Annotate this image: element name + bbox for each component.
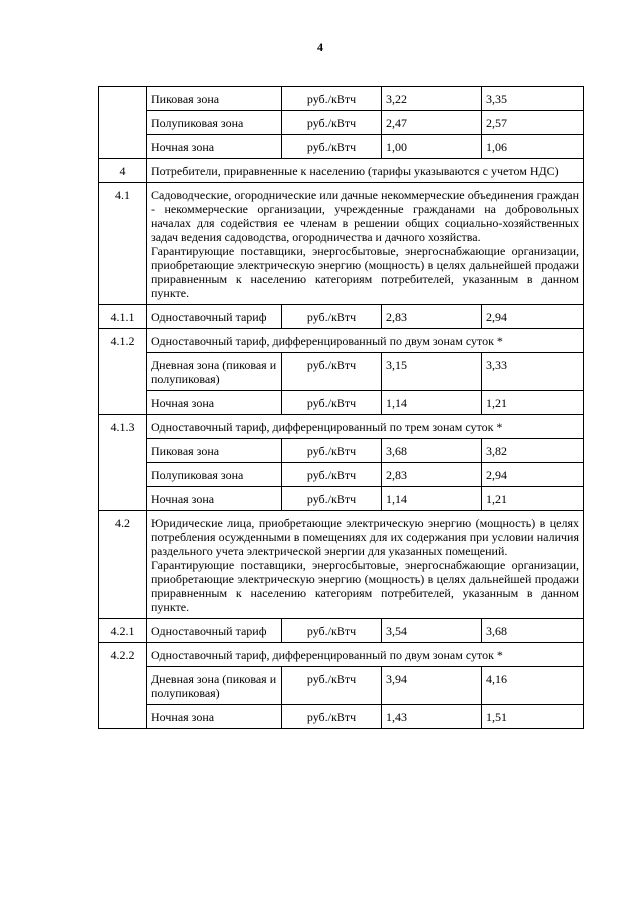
tariff-subheading: Одноставочный тариф, дифференцированный по двум зонам суток *: [147, 643, 584, 667]
tariff-value-1: 2,83: [382, 463, 482, 487]
description-paragraph: Юридические лица, приобретающие электрическую энергию (мощность) в целях потребления осужденными в помещениях для их содержания при условии наличия раздельного учета электрической энергии для указанных помещений.: [151, 516, 579, 558]
table-row: [99, 415, 584, 439]
tariff-value-2: 3,68: [482, 619, 584, 643]
unit-cell: руб./кВтч: [282, 353, 382, 391]
unit-cell: руб./кВтч: [282, 487, 382, 511]
row-number-cell: 4.1.1: [99, 305, 147, 329]
zone-name: Пиковая зона: [147, 439, 282, 463]
table-row: [99, 619, 584, 643]
section-description: [147, 511, 584, 619]
tariff-label: Одноставочный тариф: [147, 619, 282, 643]
unit-cell: руб./кВтч: [282, 391, 382, 415]
tariff-value-1: 1,43: [382, 705, 482, 729]
row-number-cell: 4.2.1: [99, 619, 147, 643]
zone-name: Пиковая зона: [147, 87, 282, 111]
row-number-cell: 4.2.2: [99, 643, 147, 729]
tariff-label: Одноставочный тариф: [147, 305, 282, 329]
page-number: 4: [317, 40, 323, 54]
row-number-cell: 4.1.2: [99, 329, 147, 415]
unit-cell: руб./кВтч: [282, 667, 382, 705]
tariff-value-2: 3,35: [482, 87, 584, 111]
table-row: [99, 135, 584, 159]
table-row: [99, 87, 584, 111]
description-paragraph: Садоводческие, огороднические или дачные некоммерческие объединения граждан - некоммерческие организации, учрежденные гражданами на добровольных началах для содействия ее членам в решении общих социально-хозяйственных задач ведения садоводства, огородничества и дачного хозяйства.: [151, 188, 579, 244]
zone-name: Полупиковая зона: [147, 463, 282, 487]
table-row: [99, 667, 584, 705]
unit-cell: руб./кВтч: [282, 705, 382, 729]
zone-name: Полупиковая зона: [147, 111, 282, 135]
unit-cell: руб./кВтч: [282, 135, 382, 159]
table-row: [99, 329, 584, 353]
table-row: [99, 305, 584, 329]
description-paragraph: Гарантирующие поставщики, энергосбытовые, энергоснабжающие организации, приобретающие электрическую энергию (мощность) в целях дальнейшей продажи приравненным к населению категориям потребителей, указанным в данном пункте.: [151, 558, 579, 614]
tariff-value-1: 3,68: [382, 439, 482, 463]
row-number-cell: 4: [99, 159, 147, 183]
table-row: [99, 353, 584, 391]
table-row: [99, 439, 584, 463]
tariff-value-2: 2,94: [482, 463, 584, 487]
unit-cell: руб./кВтч: [282, 439, 382, 463]
tariff-value-2: 2,94: [482, 305, 584, 329]
tariff-subheading: Одноставочный тариф, дифференцированный по двум зонам суток *: [147, 329, 584, 353]
unit-cell: руб./кВтч: [282, 463, 382, 487]
row-number-cell: 4.1.3: [99, 415, 147, 511]
tariff-value-2: 1,21: [482, 487, 584, 511]
row-number-cell: 4.2: [99, 511, 147, 619]
table-row: [99, 391, 584, 415]
tariff-value-1: 2,47: [382, 111, 482, 135]
table-row: [99, 487, 584, 511]
unit-cell: руб./кВтч: [282, 619, 382, 643]
table-row: [99, 463, 584, 487]
tariff-value-1: 3,54: [382, 619, 482, 643]
tariff-value-1: 3,22: [382, 87, 482, 111]
row-number-cell: 4.1: [99, 183, 147, 305]
tariff-value-2: 1,21: [482, 391, 584, 415]
tariff-value-2: 1,51: [482, 705, 584, 729]
zone-name: Ночная зона: [147, 391, 282, 415]
tariff-value-1: 3,94: [382, 667, 482, 705]
tariff-value-1: 2,83: [382, 305, 482, 329]
tariff-value-2: 4,16: [482, 667, 584, 705]
tariff-value-2: 3,33: [482, 353, 584, 391]
tariff-value-2: 2,57: [482, 111, 584, 135]
tariff-value-1: 3,15: [382, 353, 482, 391]
tariff-table: [98, 86, 584, 729]
table-row: [99, 705, 584, 729]
zone-name: Ночная зона: [147, 487, 282, 511]
description-paragraph: Гарантирующие поставщики, энергосбытовые, энергоснабжающие организации, приобретающие электрическую энергию (мощность) в целях дальнейшей продажи приравненным к населению категориям потребителей, указанным в данном пункте.: [151, 244, 579, 300]
zone-name: Ночная зона: [147, 135, 282, 159]
tariff-value-1: 1,00: [382, 135, 482, 159]
tariff-subheading: Одноставочный тариф, дифференцированный по трем зонам суток *: [147, 415, 584, 439]
unit-cell: руб./кВтч: [282, 111, 382, 135]
section-4-1-row: [99, 183, 584, 305]
tariff-value-1: 1,14: [382, 487, 482, 511]
zone-name: Ночная зона: [147, 705, 282, 729]
zone-name: Дневная зона (пиковая и полупиковая): [147, 667, 282, 705]
unit-cell: руб./кВтч: [282, 305, 382, 329]
tariff-value-2: 3,82: [482, 439, 584, 463]
section-description: [147, 183, 584, 305]
tariff-value-1: 1,14: [382, 391, 482, 415]
row-number-cell: [99, 87, 147, 159]
table-row: [99, 111, 584, 135]
unit-cell: руб./кВтч: [282, 87, 382, 111]
zone-name: Дневная зона (пиковая и полупиковая): [147, 353, 282, 391]
section-4-2-row: [99, 511, 584, 619]
table-row: [99, 643, 584, 667]
section-4-row: [99, 159, 584, 183]
tariff-value-2: 1,06: [482, 135, 584, 159]
section-heading: Потребители, приравненные к населению (тарифы указываются с учетом НДС): [147, 159, 584, 183]
